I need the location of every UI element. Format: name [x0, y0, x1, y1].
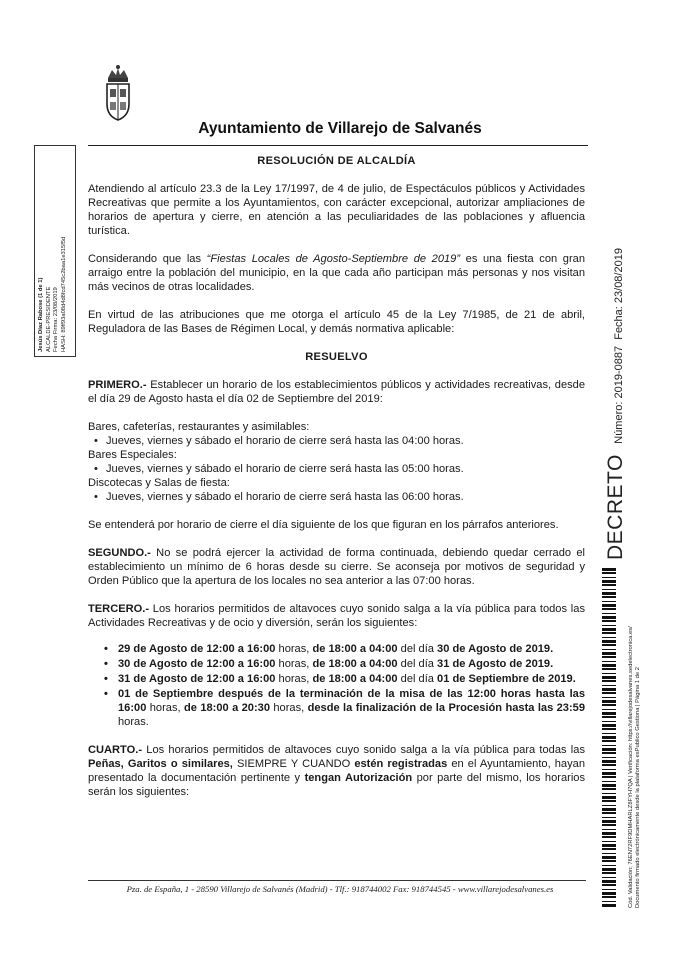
- footer-divider: [88, 880, 586, 881]
- signature-stamp: [38, 147, 74, 352]
- hours-sep: horas,: [146, 702, 184, 714]
- paragraph-segundo: [88, 546, 585, 588]
- decreto-date: Fecha: 23/08/2019: [613, 248, 625, 340]
- hours-range: 29 de Agosto de 12:00 a 16:00: [118, 643, 276, 655]
- resolution-heading: RESOLUCIÓN DE ALCALDÍA: [257, 155, 416, 167]
- hours-range: 01 de Septiembre después de la terminación de la misa de las 12:00 horas hasta las 16:00: [118, 688, 585, 714]
- hours-date: 30 de Agosto de 2019.: [437, 643, 554, 655]
- hours-range: desde la finalización de la Procesión hasta las 23:59: [307, 702, 586, 714]
- category-name: Bares, cafeterías, restaurantes y asimilables:: [88, 421, 310, 433]
- hours-sep: horas.: [118, 716, 149, 728]
- document-body: [88, 154, 585, 813]
- list-item: [88, 642, 585, 656]
- cuarto-text: por parte del mismo, los horarios serán los siguientes:: [88, 772, 586, 798]
- resuelvo-heading: RESUELVO: [305, 351, 368, 363]
- cuarto-text: en el Ayuntamiento, hayan presentado la documentación pertinente y: [88, 758, 585, 784]
- festival-name: “Fiestas Locales de Agosto-Septiembre de 2019”: [206, 253, 461, 265]
- paragraph-closing-note: Se entenderá por horario de cierre el día siguiente de los que figuran en los párrafos anteriores.: [88, 519, 559, 531]
- verification-line: Documento firmado electrónicamente desde la plataforma esPublico Gestiona | Página 1 de 2: [635, 667, 642, 908]
- signature-role: ALCALDE-PRESIDENTE: [45, 286, 52, 352]
- decreto-number: Número: 2019-0887: [613, 345, 625, 444]
- paragraph-tercero: [88, 602, 585, 630]
- primero-text: Establecer un horario de los establecimientos públicos y actividades recreativas, desde el día 29 de Agosto hasta el día 02 de Septiembre del 2019:: [88, 379, 585, 405]
- cuarto-label: CUARTO.-: [88, 744, 143, 756]
- category-name: Discotecas y Salas de fiesta:: [88, 477, 230, 489]
- hours-date: 01 de Septiembre de 2019.: [437, 673, 576, 685]
- hours-sep: del día: [397, 643, 438, 655]
- decreto-meta: [613, 248, 625, 444]
- paragraph-cuarto: [88, 743, 585, 799]
- considering-intro: Considerando que las: [88, 253, 207, 265]
- cuarto-text: SIEMPRE Y CUANDO: [232, 758, 355, 770]
- hours-range: 30 de Agosto de 12:00 a 16:00: [118, 658, 276, 670]
- cuarto-bold: estén registradas: [354, 758, 448, 770]
- speaker-hours-list: [88, 642, 585, 729]
- paragraph-considering: [88, 252, 585, 294]
- category-list: [88, 420, 585, 504]
- coat-of-arms-icon: [98, 64, 138, 122]
- hours-range: de 18:00 a 04:00: [312, 643, 398, 655]
- primero-label: PRIMERO.-: [88, 379, 147, 391]
- verification-line: Cód. Validación: 76EN72RF9DMHARLZ8FYH7QA | Verificación: https://villarejodesalvanes.sedelectronica.es/: [628, 626, 634, 908]
- hours-sep: horas,: [275, 643, 313, 655]
- hours-sep: horas,: [275, 673, 313, 685]
- list-item: [88, 657, 585, 671]
- category-name: Bares Especiales:: [88, 449, 177, 461]
- paragraph-primero: [88, 378, 585, 406]
- footer-address: Pza. de España, 1 - 28590 Villarejo de Salvanés (Madrid) - Tlf.: 918744002 Fax: 918744545 - www.villarejodesalvanes.es: [126, 884, 554, 894]
- decreto-stamp: [604, 248, 634, 560]
- hours-sep: horas,: [270, 702, 308, 714]
- segundo-label: SEGUNDO.-: [88, 547, 151, 559]
- tercero-label: TERCERO.-: [88, 603, 150, 615]
- tercero-text: Los horarios permitidos de altavoces cuyo sonido salga a la vía pública para todos las Actividades Recreativas y de ocio y diversión, serán los siguientes:: [88, 603, 585, 629]
- paragraph-attributions: En virtud de las atribuciones que me otorga el artículo 45 de la Ley 7/1985, de 21 de abril, Reguladora de las Bases de Régimen Local, y demás normativa aplicable:: [88, 309, 585, 335]
- cuarto-bold: tengan Autorización: [304, 772, 413, 784]
- signature-signer: Jesús Díaz Rabose (1 de 1): [38, 277, 44, 352]
- hours-range: de 18:00 a 04:00: [312, 673, 398, 685]
- title-divider: [88, 145, 588, 146]
- decreto-word: DECRETO: [604, 454, 627, 560]
- paragraph-legal-basis: Atendiendo al artículo 23.3 de la Ley 17/1997, de 4 de julio, de Espectáculos públicos y Actividades Recreativas que permite a los Ayuntamientos, con carácter excepcional, autorizar ampliaciones de horarios de apertura y cierre, en atención a las peculiaridades de las poblaciones y afluencia turística.: [88, 183, 585, 237]
- cuarto-text: Los horarios permitidos de altavoces cuyo sonido salga a la vía pública para todas las: [142, 744, 585, 756]
- verification-text: [628, 568, 650, 908]
- category-rule: • Jueves, viernes y sábado el horario de cierre será hasta las 04:00 horas.: [88, 434, 585, 448]
- page-title: Ayuntamiento de Villarejo de Salvanés: [198, 120, 482, 137]
- category-rule: • Jueves, viernes y sábado el horario de cierre será hasta las 06:00 horas.: [88, 490, 585, 504]
- signature-date: Fecha Firma: 23/08/2019: [53, 287, 59, 352]
- list-item: [88, 672, 585, 686]
- hours-range: de 18:00 a 04:00: [312, 658, 398, 670]
- segundo-text: No se podrá ejercer la actividad de forma continuada, debiendo quedar cerrado el establecimiento un mínimo de 6 horas desde su cierre. Se aconseja por motivos de seguridad y Orden Público que la apertura de los locales no sea anterior a las 07:00 horas.: [88, 547, 585, 587]
- hours-range: 31 de Agosto de 12:00 a 16:00: [118, 673, 276, 685]
- hours-sep: del día: [397, 673, 438, 685]
- hours-date: 31 de Agosto de 2019.: [437, 658, 554, 670]
- hours-sep: horas,: [275, 658, 313, 670]
- hours-sep: del día: [397, 658, 438, 670]
- signature-hash: HASH: 89ff93a08d4d8fcd745c2baa1e315f5d: [60, 236, 67, 352]
- barcode-icon: [602, 568, 616, 908]
- category-rule: • Jueves, viernes y sábado el horario de cierre será hasta las 05:00 horas.: [88, 462, 585, 476]
- considering-rest: es una fiesta con gran arraigo entre la población del municipio, en la que cada año participan más personas y nos visitan más vecinos de otras localidades.: [88, 253, 585, 293]
- list-item: [88, 687, 585, 729]
- cuarto-bold: Peñas, Garitos o similares,: [88, 758, 233, 770]
- hours-range: de 18:00 a 20:30: [183, 702, 270, 714]
